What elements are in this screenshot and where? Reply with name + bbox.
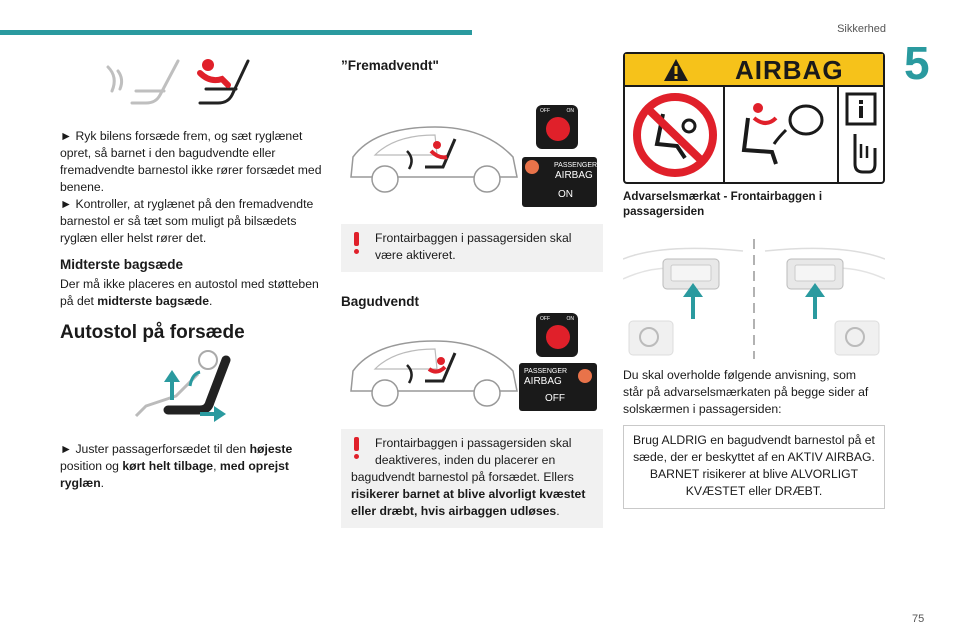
forward-figure	[341, 77, 603, 212]
airbag-key-switch: OFF ON	[536, 105, 578, 149]
label-caption: passagersiden	[623, 205, 705, 218]
instruction-line: benene.	[60, 180, 105, 194]
instruction-line: opret, så barnet i den bagudvendte eller	[60, 146, 276, 160]
rear-figure	[341, 313, 603, 423]
child-seat-warning-icon	[578, 369, 592, 383]
airbag-label-banner: AIRBAG	[625, 54, 883, 85]
warning-exclamation-icon	[354, 437, 359, 457]
instruction-line: ► Juster passagerforsædet til den højeste	[60, 442, 293, 456]
instruction-line: ryglæn eller helst rører det.	[60, 231, 207, 245]
warning-exclamation-icon	[354, 232, 359, 252]
heading-front-seat: Autostol på forsæde	[60, 322, 245, 343]
warning-notice-box: Brug ALDRIG en bagudvendt barnestol på et sæde, der er beskyttet af en AKTIV AIRBAG. BARNET risikerer at blive ALVORLIGT KVÆSTET eller DRÆBT.	[623, 425, 885, 509]
label-caption: Advarselsmærkat - Frontairbaggen i	[623, 190, 823, 203]
key-switch-dial-icon	[546, 117, 570, 141]
instruction-line: ► Ryk bilens forsæde frem, og sæt ryglænet	[60, 129, 303, 143]
heading-forward-facing: ”Fremadvendt"	[341, 58, 439, 73]
section-title: Sikkerhed	[837, 23, 886, 35]
instruction-line: ► Kontroller, at ryglænet på den fremadvendte	[60, 197, 314, 211]
airbag-warning-label	[623, 52, 885, 184]
body-line: står på advarselsmærkaten på begge sider af	[623, 385, 869, 399]
body-line: solskærmen i passagersiden:	[623, 402, 782, 416]
heading-rear-facing: Bagudvendt	[341, 294, 420, 309]
airbag-indicator-off: PASSENGER AIRBAG OFF	[519, 363, 597, 411]
warning-airbag-on: Frontairbaggen i passagersiden skal være aktiveret.	[341, 224, 603, 272]
sun-visor-illustration	[623, 229, 885, 359]
warning-airbag-off: Frontairbaggen i passagersiden skal deaktiveres, inden du placerer en bagudvendt barnestol på forsædet. Ellers risikerer barnet at blive alvorligt kvæstet eller dræbt, hvis airbaggen udløses.	[341, 429, 603, 528]
body-line: Du skal overholde følgende anvisning, som	[623, 368, 857, 382]
instruction-line: position og kørt helt tilbage, med oprejst	[60, 459, 289, 473]
child-seat-warning-icon	[525, 160, 539, 174]
column-3	[623, 52, 885, 509]
seat-height-illustration	[60, 350, 325, 428]
seat-adjust-illustration	[60, 55, 325, 115]
chapter-number: 5	[904, 37, 930, 89]
instruction-line: barnestol er så tæt som muligt på bilsædets	[60, 214, 297, 228]
column-2	[341, 58, 603, 528]
page-number: 75	[912, 613, 925, 625]
heading-middle-seat: Midterste bagsæde	[60, 257, 184, 272]
airbag-impact-icon	[726, 88, 836, 182]
instruction-line: ryglæn.	[60, 476, 105, 490]
airbag-key-switch: OFF ON	[536, 313, 578, 357]
column-1	[60, 55, 325, 492]
no-rear-seat-icon	[627, 88, 723, 182]
body-line: på det midterste bagsæde.	[60, 294, 213, 308]
car-rear-illustration	[345, 335, 525, 415]
body-line: Der må ikke placeres en autostol med støtteben	[60, 277, 319, 291]
header-accent-bar	[0, 30, 472, 35]
airbag-indicator-on: PASSENGER AIRBAG ON	[522, 157, 597, 207]
car-forward-illustration	[345, 121, 525, 201]
read-manual-icon	[839, 88, 883, 182]
warning-triangle-icon	[663, 58, 689, 82]
key-switch-dial-icon	[546, 325, 570, 349]
instruction-line: fremadvendte barnestol ikke rører forsædet med	[60, 163, 322, 177]
